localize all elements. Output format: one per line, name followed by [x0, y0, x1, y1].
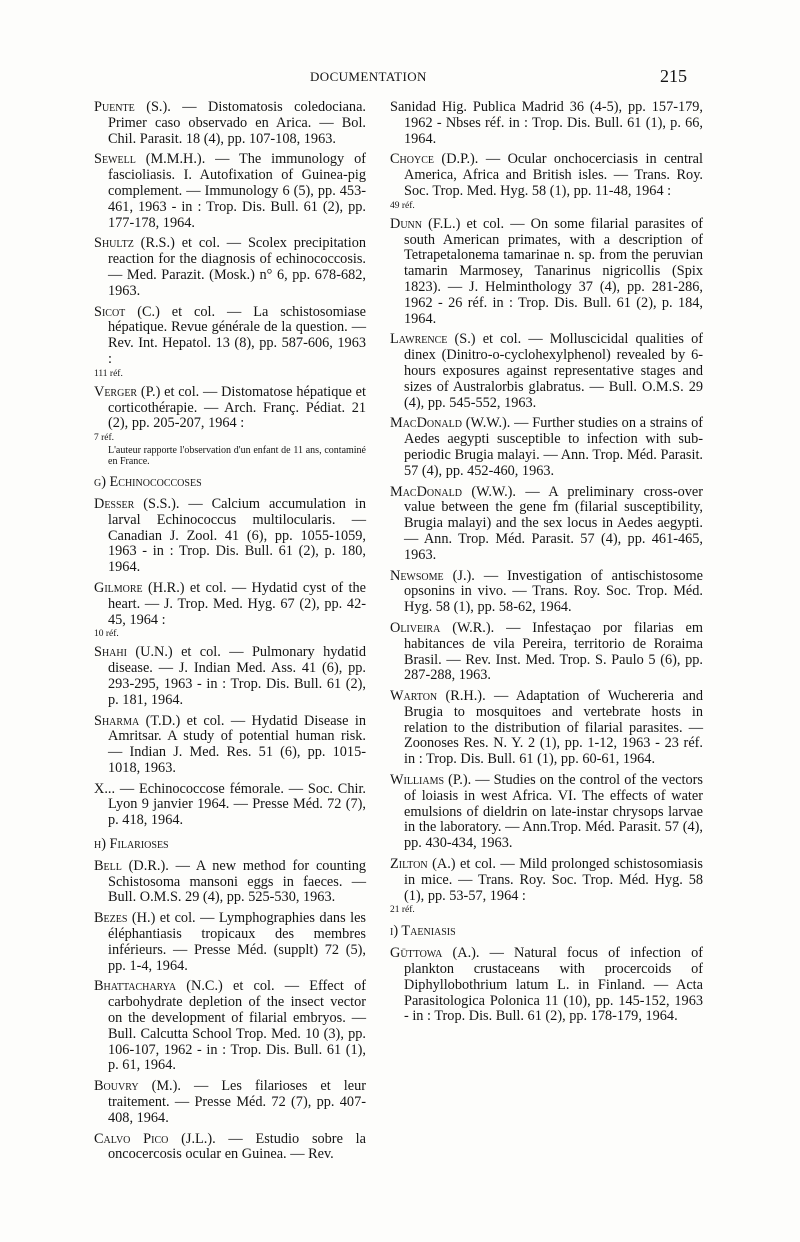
entry-note: L'auteur rapporte l'observation d'un enfant de 11 ans, contaminé en France.	[108, 445, 366, 468]
entry-citation: (U.N.) et col. — Pulmonary hydatid disease. — J. Indian Med. Ass. 41 (6), pp. 293-295, 1963 - in : Trop. Dis. Bull. 61 (2), p. 181, 1964.	[108, 644, 366, 708]
bibliography-entry	[390, 773, 703, 852]
bibliography-entry	[94, 911, 366, 974]
entry-author: Dunn	[390, 215, 422, 232]
bibliography-entry	[94, 859, 366, 906]
entry-citation: (W.W.). — Further studies on a strains of Aedes aegypti susceptible to infection with sub-periodic Brugia malayi. — Ann. Trop. Méd. Parasit. 57 (4), pp. 452-460, 1963.	[404, 415, 703, 479]
entry-reference-count: 49 réf.	[390, 200, 415, 211]
entry-citation: X... — Echinococcose fémorale. — Soc. Chir. Lyon 9 janvier 1964. — Presse Méd. 72 (7), p. 418, 1964.	[94, 780, 366, 829]
entry-author: Newsome	[390, 567, 444, 584]
entry-citation: (R.S.) et col. — Scolex precipitation reaction for the diagnosis of echinococcosis. — Med. Parazit. (Mosk.) n° 6, pp. 678-682, 1963.	[108, 235, 366, 299]
entry-citation: (M.M.H.). — The immunology of fascioliasis. I. Autofixation of Guinea-pig complement. — Immunology 6 (5), pp. 453-461, 1963 - in : Trop. Dis. Bull. 61 (2), pp. 177-178, 1964.	[108, 151, 366, 231]
entry-citation: (A.) et col. — Mild prolonged schistosomiasis in mice. — Trans. Roy. Soc. Trop. Méd. Hyg. 58 (1), pp. 53-57, 1964 :	[404, 856, 703, 904]
entry-author: Bezes	[94, 910, 128, 927]
entry-citation: (N.C.) et col. — Effect of carbohydrate depletion of the insect vector on the development of filarial embryos. — Bull. Calcutta School Trop. Med. 10 (3), pp. 106-107, 1962 - in : Trop. Dis. Bull. 61 (1), p. 61, 1964.	[108, 978, 366, 1074]
section-heading: g) Echinococcoses	[94, 474, 202, 491]
bibliography-entry	[94, 100, 366, 147]
entry-author: Sewell	[94, 151, 136, 168]
bibliography-entry	[390, 946, 703, 1025]
bibliography-entry	[390, 621, 703, 684]
entry-citation: (P.). — Studies on the control of the vectors of loiasis in west Africa. VI. The effects of water emulsions of dieldrin on late-instar chrysops larvae in the laboratory. — Ann.Trop. Méd. Parasit. 57 (4), pp. 430-434, 1963.	[404, 772, 703, 852]
bibliography-entry	[94, 645, 366, 708]
entry-author: Gilmore	[94, 579, 143, 596]
entry-citation: (C.) et col. — La schistosomiase hépatique. Revue générale de la question. — Rev. Int. Hepatol. 13 (8), pp. 587-606, 1963 :	[108, 303, 366, 367]
bibliography-entry	[390, 332, 703, 411]
entry-citation: (P.) et col. — Distomatose hépatique et corticothérapie. — Arch. Franç. Pédiat. 21 (2), pp. 205-207, 1964 :	[108, 383, 366, 432]
entry-author: Puente	[94, 99, 135, 115]
bibliography-entry	[94, 152, 366, 231]
entry-citation: (H.R.) et col. — Hydatid cyst of the heart. — J. Trop. Med. Hyg. 67 (2), pp. 42-45, 1964 :	[108, 579, 366, 628]
entry-author: Bouvry	[94, 1078, 139, 1095]
bibliography-entry	[390, 485, 703, 564]
bibliography-entry	[390, 217, 703, 328]
bibliography-entry	[94, 236, 366, 299]
entry-reference-count: 10 réf.	[94, 629, 119, 640]
bibliography-entry	[390, 569, 703, 616]
entry-citation: (S.) et col. — Molluscicidal qualities of dinex (Dinitro-o-cyclohexylphenol) revealed by 6-hours exposures against representative stages and sizes of Australorbis glabratus. — Bull. O.M.S. 29 (4), pp. 545-552, 1963.	[404, 331, 703, 411]
bibliography-entry	[390, 100, 703, 147]
entry-citation: (W.R.). — Infestaçao por filarias em habitances de vila Pereira, territorio de Roraima Brasil. — Rev. Inst. Med. Trop. S. Paulo 5 (6), pp. 287-288, 1963.	[404, 619, 703, 684]
entry-citation: (A.). — Natural focus of infection of plankton crustaceans with procercoids of Diphyllobothrium latum L. in Finland. — Acta Parasitologica Polonica 11 (10), pp. 145-152, 1963 - in : Trop. Dis. Bull. 61 (2), pp. 178-179, 1964.	[404, 945, 703, 1025]
entry-citation: (S.S.). — Calcium accumulation in larval Echinococcus multilocularis. — Canadian J. Zool. 41 (6), pp. 1055-1059, 1963 - in : Trop. Dis. Bull. 61 (2), p. 180, 1964.	[108, 495, 366, 576]
entry-author: Shultz	[94, 235, 134, 252]
bibliography-entry	[94, 782, 366, 829]
entry-citation: (H.) et col. — Lymphographies dans les éléphantiasis tropicaux des membres inférieurs. — Presse Méd. (supplt) 72 (5), pp. 1-4, 1964.	[108, 910, 366, 974]
entry-citation: (T.D.) et col. — Hydatid Disease in Amritsar. A study of potential human risk. — Indian J. Med. Res. 51 (6), pp. 1015-1018, 1963.	[108, 712, 366, 776]
entry-author: Oliveira	[390, 619, 441, 636]
entry-author: Warton	[390, 688, 438, 705]
bibliography-entry	[390, 416, 703, 479]
bibliography-entry	[94, 1132, 366, 1164]
entry-author: Sicot	[94, 303, 126, 320]
bibliography-entry	[390, 689, 703, 768]
page-number: 215	[660, 66, 687, 86]
entry-citation: (F.L.) et col. — On some filarial parasites of south American primates, with a description of Tetrapetalonema tamarinae n. sp. from the peruvian tamarin Marmosey, Tanarinus nigricollis (Spix 1823). — J. Helminthology 37 (4), pp. 281-286, 1962 - 26 réf. in : Trop. Dis. Bull. 61 (2), p. 184, 1964.	[404, 215, 703, 327]
bibliography-entry	[94, 385, 366, 467]
entry-author: MacDonald	[390, 415, 462, 432]
entry-citation: Sanidad Hig. Publica Madrid 36 (4-5), pp. 157-179, 1962 - Nbses réf. in : Trop. Dis. Bull. 61 (1), p. 66, 1964.	[390, 99, 703, 147]
entry-author: Sharma	[94, 712, 140, 729]
section-heading: h) Filarioses	[94, 836, 169, 853]
entry-author: MacDonald	[390, 483, 462, 500]
bibliography-entry	[94, 497, 366, 576]
entry-citation: (J.). — Investigation of antischistosome opsonins in vivo. — Trans. Roy. Soc. Trop. Méd. Hyg. 58 (1), pp. 58-62, 1964.	[404, 567, 703, 616]
entry-reference-count: 7 réf.	[94, 433, 115, 444]
entry-author: Shahi	[94, 644, 127, 661]
entry-citation: (R.H.). — Adaptation of Wuchereria and Brugia to mosquitoes and vertebrate hosts in relation to the distribution of filarial parasites. — Zoonoses Res. N. Y. 2 (1), pp. 1-12, 1963 - 23 réf. in : Trop. Dis. Bull. 61 (1), pp. 60-61, 1964.	[404, 688, 703, 768]
right-column	[390, 100, 703, 1030]
bibliography-entry	[390, 857, 703, 916]
entry-author: Güttowa	[390, 945, 443, 962]
entry-citation: (W.W.). — A preliminary cross-over value between the gene fm (filarial susceptibility, Brugia malayi) and the sex locus in Aedes aegypti. — Ann. Trop. Méd. Parasit. 57 (4), pp. 461-465, 1963.	[404, 483, 703, 563]
entry-citation: (J.L.). — Estudio sobre la oncocercosis ocular en Guinea. — Rev.	[108, 1130, 367, 1163]
entry-author: Desser	[94, 495, 135, 512]
entry-citation: (M.). — Les filarioses et leur traitement. — Presse Méd. 72 (7), pp. 407-408, 1964.	[108, 1078, 366, 1126]
bibliography-entry	[94, 305, 366, 380]
bibliography-entry	[94, 1079, 366, 1126]
section-heading: i) Taeniasis	[390, 923, 456, 940]
entry-author: Lawrence	[390, 331, 448, 348]
running-head	[0, 66, 800, 90]
entry-citation: (D.R.). — A new method for counting Schistosoma mansoni eggs in faeces. — Bull. O.M.S. 29 (4), pp. 525-530, 1963.	[108, 857, 366, 906]
bibliography-entry	[94, 979, 366, 1074]
entry-author: Bell	[94, 857, 122, 874]
bibliography-entry	[390, 152, 703, 211]
entry-author: Calvo Pico	[94, 1130, 169, 1147]
entry-author: Bhattacharya	[94, 978, 177, 995]
entry-author: Choyce	[390, 151, 434, 168]
entry-author: Zilton	[390, 856, 428, 873]
entry-reference-count: 111 réf.	[94, 368, 123, 379]
bibliography-entry	[94, 581, 366, 640]
entry-citation: (S.). — Distomatosis coledociana. Primer caso observado en Arica. — Bol. Chil. Parasit. 18 (4), pp. 107-108, 1963.	[108, 99, 366, 147]
running-title: DOCUMENTATION	[310, 69, 427, 84]
entry-author: Verger	[94, 383, 138, 400]
entry-reference-count: 21 réf.	[390, 905, 415, 916]
left-column	[94, 100, 366, 1168]
bibliography-entry	[94, 714, 366, 777]
entry-citation: (D.P.). — Ocular onchocerciasis in central America, Africa and British isles. — Trans. Roy. Soc. Trop. Med. Hyg. 58 (1), pp. 11-48, 1964 :	[404, 151, 703, 199]
entry-author: Williams	[390, 772, 445, 789]
